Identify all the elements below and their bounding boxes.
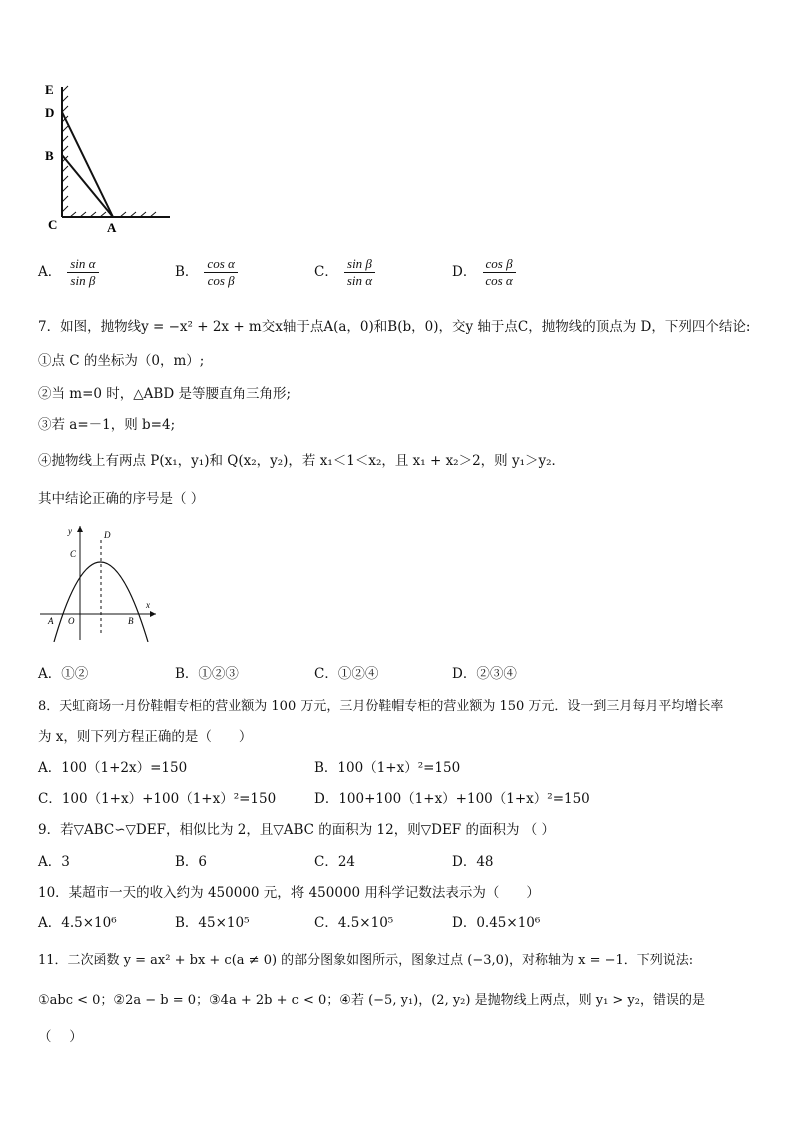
graph-label-a: A xyxy=(48,616,54,626)
label-D: D xyxy=(45,105,55,120)
q11-statements: ①abc < 0；②2a − b = 0；③4a + 2b + c < 0；④若 (−5, y₁)，(2, y₂) 是抛物线上两点，则 y₁ > y₂，错误的是 xyxy=(38,993,705,1008)
label-E: E xyxy=(45,82,54,97)
label-A: A xyxy=(107,220,117,235)
q9-option-c: C．24 xyxy=(314,854,356,870)
ladder-figure xyxy=(40,82,180,237)
q9-stem: 9．若▽ABC∽▽DEF，相似比为 2，且▽ABC 的面积为 12，则▽DEF 的面积为 （ ） xyxy=(38,822,556,838)
q11-stem: 11．二次函数 y = ax² + bx + c(a ≠ 0) 的部分图象如图所示，图象过点 (−3,0)，对称轴为 x = −1．下列说法: xyxy=(38,953,694,968)
q7-question: 其中结论正确的序号是（ ） xyxy=(38,491,205,507)
q8-option-d: D．100+100（1+x）+100（1+x）²=150 xyxy=(314,791,590,807)
label-B: B xyxy=(45,148,54,163)
graph-label-d: D xyxy=(104,530,111,540)
q7-statement-1: ①点 C 的坐标为（0，m）; xyxy=(38,353,205,369)
q7-option-b: B．①②③ xyxy=(175,666,239,682)
q7-option-c: C．①②④ xyxy=(314,666,379,682)
parabola-graph xyxy=(38,522,163,642)
q10-option-c: C．4.5×10⁵ xyxy=(314,915,394,931)
q9-option-d: D．48 xyxy=(452,854,494,870)
q7-stem: 7．如图，抛物线y = −x² + 2x + m交x轴于点A(a，0)和B(b，0)，交y 轴于点C，抛物线的顶点为 D，下列四个结论: xyxy=(38,319,751,335)
graph-label-x: x xyxy=(146,600,150,610)
q10-option-d: D．0.45×10⁶ xyxy=(452,915,541,931)
q11-paren: （ ） xyxy=(38,1029,83,1045)
q9-option-b: B．6 xyxy=(175,854,208,870)
q10-option-b: B．45×10⁵ xyxy=(175,915,250,931)
graph-label-b: B xyxy=(128,616,134,626)
q9-option-a: A．3 xyxy=(38,854,70,870)
q7-option-a: A．①② xyxy=(38,666,89,682)
q7-statement-4: ④抛物线上有两点 P(x₁，y₁)和 Q(x₂，y₂)，若 x₁＜1＜x₂，且 x₁ + x₂＞2，则 y₁＞y₂． xyxy=(38,453,566,469)
q8-option-a: A．100（1+2x）=150 xyxy=(38,760,188,776)
q6-option-d: D． $\frac{\text{cos β}}{\text{cos α}}$ xyxy=(452,256,516,289)
q10-stem: 10．某超市一天的收入约为 450000 元，将 450000 用科学记数法表示为（ ） xyxy=(38,885,540,901)
q6-option-a: A． $\frac{\text{sin α}}{\text{sin β}}$ xyxy=(38,256,99,289)
graph-label-c: C xyxy=(70,549,77,559)
q6-option-b: B． $\frac{\text{cos α}}{\text{cos β}}$ xyxy=(175,256,238,289)
q7-statement-2: ②当 m=0 时，△ABD 是等腰直角三角形; xyxy=(38,386,291,402)
q8-option-c: C．100（1+x）+100（1+x）²=150 xyxy=(38,791,277,807)
q8-stem-line1: 8．天虹商场一月份鞋帽专柜的营业额为 100 万元，三月份鞋帽专柜的营业额为 150 万元．设一到三月每月平均增长率 xyxy=(38,699,724,714)
q8-stem-line2: 为 x，则下列方程正确的是（ ） xyxy=(38,729,253,745)
label-C: C xyxy=(48,217,58,232)
q8-option-b: B．100（1+x）²=150 xyxy=(314,760,461,776)
q7-option-d: D．②③④ xyxy=(452,666,517,682)
q7-statement-3: ③若 a=－1，则 b=4; xyxy=(38,417,176,433)
q6-option-c: C． $\frac{\text{sin β}}{\text{sin α}}$ xyxy=(314,256,375,289)
graph-label-o: O xyxy=(68,616,75,626)
graph-label-y: y xyxy=(68,526,72,536)
q10-option-a: A．4.5×10⁶ xyxy=(38,915,117,931)
